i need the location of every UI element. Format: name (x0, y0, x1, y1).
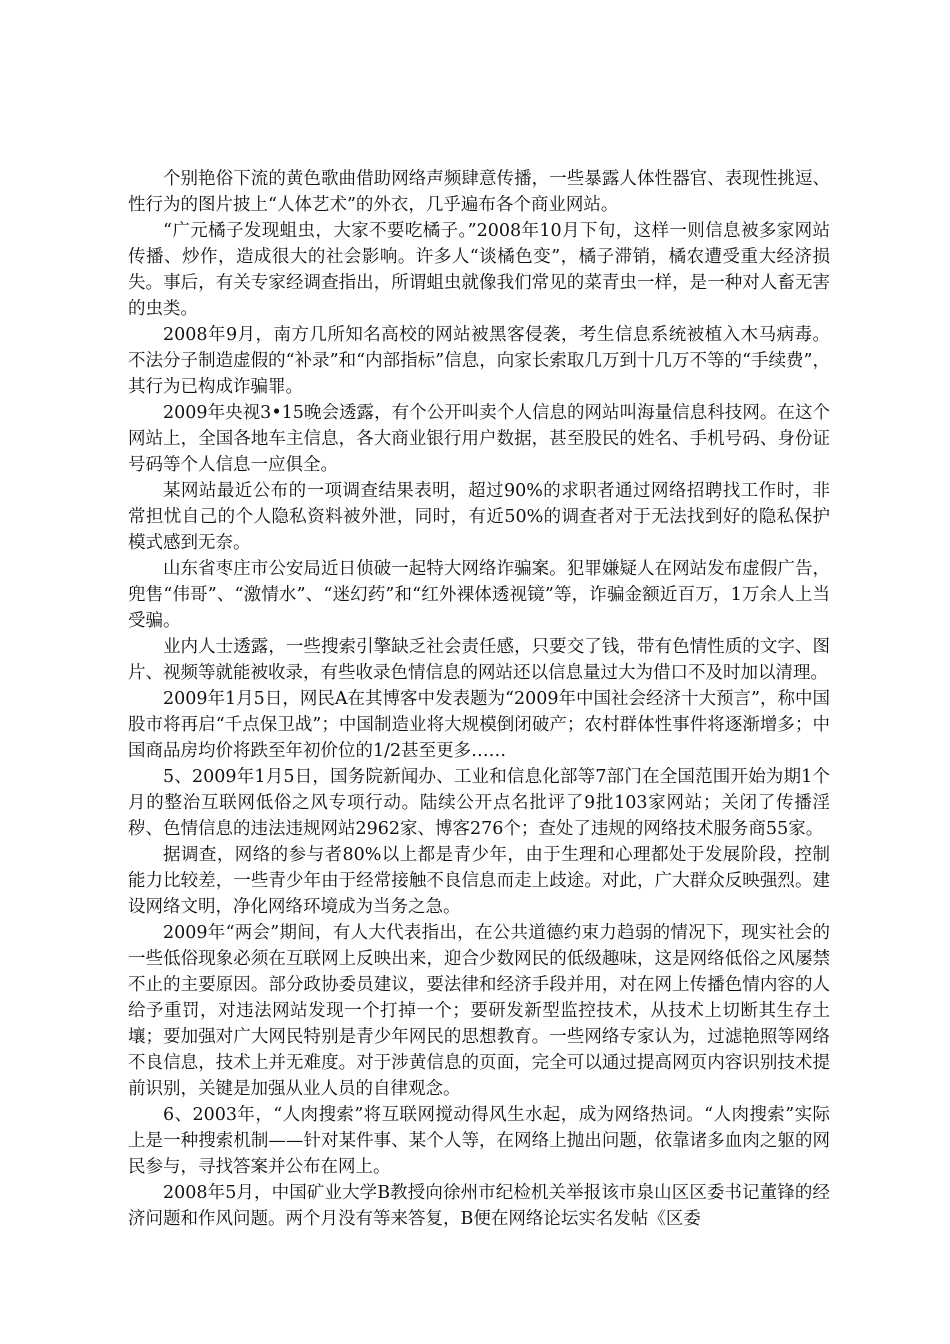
paragraph-12: 6、2003年，“人肉搜索”将互联网搅动得风生水起，成为网络热词。“人肉搜索”实际上是一种搜索机制——针对某件事、某个人等，在网络上抛出问题，依靠诸多血肉之躯的网民参与，寻找答案并公布在网上。 (128, 1105, 830, 1177)
paragraph-5: 某网站最近公布的一项调查结果表明，超过90%的求职者通过网络招聘找工作时，非常担忧自己的个人隐私资料被外泄，同时，有近50%的调查者对于无法找到好的隐私保护模式感到无奈。 (128, 481, 830, 553)
paragraph-4: 2009年央视3•15晚会透露，有个公开叫卖个人信息的网站叫海量信息科技网。在这个网站上，全国各地车主信息，各大商业银行用户数据，甚至股民的姓名、手机号码、身份证号码等个人信息一应俱全。 (128, 403, 830, 475)
paragraph-13: 2008年5月，中国矿业大学B教授向徐州市纪检机关举报该市泉山区区委书记董锋的经济问题和作风问题。两个月没有等来答复，B便在网络论坛实名发帖《区委 (128, 1183, 830, 1229)
paragraph-7: 业内人士透露，一些搜索引擎缺乏社会责任感，只要交了钱，带有色情性质的文字、图片、视频等就能被收录，有些收录色情信息的网站还以信息量过大为借口不及时加以清理。 (128, 637, 830, 683)
paragraph-9: 5、2009年1月5日，国务院新闻办、工业和信息化部等7部门在全国范围开始为期1个月的整治互联网低俗之风专项行动。陆续公开点名批评了9批103家网站；关闭了传播淫秽、色情信息的违法违规网站2962家、博客276个；查处了违规的网络技术服务商55家。 (128, 767, 830, 839)
paragraph-3: 2008年9月，南方几所知名高校的网站被黑客侵袭，考生信息系统被植入木马病毒。不法分子制造虚假的“补录”和“内部指标”信息，向家长索取几万到十几万不等的“手续费”，其行为已构成诈骗罪。 (128, 325, 830, 397)
paragraph-6: 山东省枣庄市公安局近日侦破一起特大网络诈骗案。犯罪嫌疑人在网站发布虚假广告，兜售“伟哥”、“激情水”、“迷幻药”和“红外裸体透视镜”等，诈骗金额近百万，1万余人上当受骗。 (128, 559, 830, 631)
paragraph-11: 2009年“两会”期间，有人大代表指出，在公共道德约束力趋弱的情况下，现实社会的一些低俗现象必须在互联网上反映出来，迎合少数网民的低级趣味，这是网络低俗之风屡禁不止的主要原因。部分政协委员建议，要法律和经济手段并用，对在网上传播色情内容的人给予重罚，对违法网站发现一个打掉一个；要研发新型监控技术，从技术上切断其生存土壤；要加强对广大网民特别是青少年网民的思想教育。一些网络专家认为，过滤艳照等网络不良信息，技术上并无难度。对于涉黄信息的页面，完全可以通过提高网页内容识别技术提前识别，关键是加强从业人员的自律观念。 (128, 923, 830, 1099)
paragraph-1: 个别艳俗下流的黄色歌曲借助网络声频肆意传播，一些暴露人体性器官、表现性挑逗、性行为的图片披上“人体艺术”的外衣，几乎遍布各个商业网站。 (128, 169, 830, 215)
paragraph-8: 2009年1月5日，网民A在其博客中发表题为“2009年中国社会经济十大预言”，称中国股市将再启“千点保卫战”；中国制造业将大规模倒闭破产；农村群体性事件将逐渐增多；中国商品房均价将跌至年初价位的1/2甚至更多…… (128, 689, 830, 761)
paragraph-10: 据调查，网络的参与者80%以上都是青少年，由于生理和心理都处于发展阶段，控制能力比较差，一些青少年由于经常接触不良信息而走上歧途。对此，广大群众反映强烈。建设网络文明，净化网络环境成为当务之急。 (128, 845, 830, 917)
document-page (128, 166, 830, 1232)
paragraph-2: “广元橘子发现蛆虫，大家不要吃橘子。”2008年10月下旬，这样一则信息被多家网站传播、炒作，造成很大的社会影响。许多人“谈橘色变”，橘子滞销，橘农遭受重大经济损失。事后，有关专家经调查指出，所谓蛆虫就像我们常见的菜青虫一样，是一种对人畜无害的虫类。 (128, 221, 830, 319)
